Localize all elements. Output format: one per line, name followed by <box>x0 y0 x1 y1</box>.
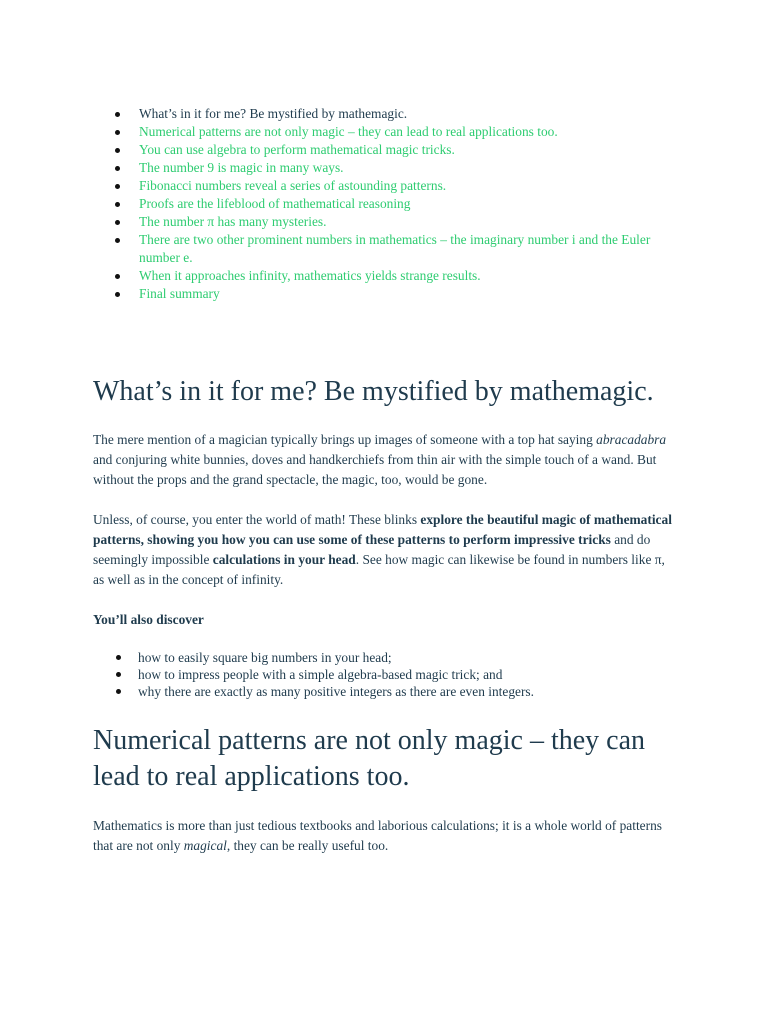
italic-text: abracadabra <box>596 432 667 447</box>
toc-link[interactable]: Numerical patterns are not only magic – they can lead to real applications too. <box>114 123 684 141</box>
paragraph <box>93 430 675 490</box>
italic-text: magical <box>183 838 227 853</box>
toc-link[interactable]: The number π has many mysteries. <box>114 213 684 231</box>
paragraph-text: The mere mention of a magician typically brings up images of someone with a top hat saying <box>93 432 597 447</box>
toc-link[interactable]: The number 9 is magic in many ways. <box>114 159 684 177</box>
paragraph-text: Unless, of course, you enter the world of math! These blinks <box>93 512 421 527</box>
toc-link[interactable]: Fibonacci numbers reveal a series of astounding patterns. <box>114 177 684 195</box>
section-heading: What’s in it for me? Be mystified by mathemagic. <box>93 376 654 407</box>
toc-link[interactable]: Final summary <box>114 285 684 303</box>
paragraph-text: and conjuring white bunnies, doves and handkerchiefs from thin air with the simple touch of a wand. But without the props and the grand spectacle, the magic, too, would be gone. <box>93 452 657 487</box>
toc-item: What’s in it for me? Be mystified by mathemagic. <box>114 105 684 123</box>
paragraph-text: Mathematics is more than just tedious textbooks and laborious calculations; it is a whole world of patterns that are not only <box>93 818 662 853</box>
paragraph-text: and do seemingly impossible <box>93 532 651 567</box>
list-item: why there are exactly as many positive integers as there are even integers. <box>93 683 675 700</box>
toc-link[interactable]: When it approaches infinity, mathematics yields strange results. <box>114 267 684 285</box>
list-item: how to easily square big numbers in your head; <box>93 649 675 666</box>
toc-link[interactable]: You can use algebra to perform mathematical magic tricks. <box>114 141 684 159</box>
discover-list <box>93 649 675 700</box>
paragraph <box>93 510 675 590</box>
section-heading: Numerical patterns are not only magic – they can lead to real applications too. <box>93 725 646 792</box>
paragraph <box>93 816 675 856</box>
bold-text: calculations in your head <box>212 552 356 567</box>
main-content <box>93 374 675 856</box>
list-item: how to impress people with a simple algebra-based magic trick; and <box>93 666 675 683</box>
paragraph-text: , they can be really useful too. <box>226 838 389 853</box>
bold-text: explore the beautiful magic of mathematical patterns, showing you how you can use some of these patterns to perform impressive tricks <box>93 512 672 547</box>
paragraph-text: . See how magic can likewise be found in numbers like π, as well as in the concept of infinity. <box>93 552 665 587</box>
toc-link[interactable]: There are two other prominent numbers in mathematics – the imaginary number i and the Euler number e. <box>114 231 684 267</box>
table-of-contents <box>114 105 684 303</box>
discover-label: You’ll also discover <box>93 612 204 627</box>
toc-link[interactable]: Proofs are the lifeblood of mathematical reasoning <box>114 195 684 213</box>
